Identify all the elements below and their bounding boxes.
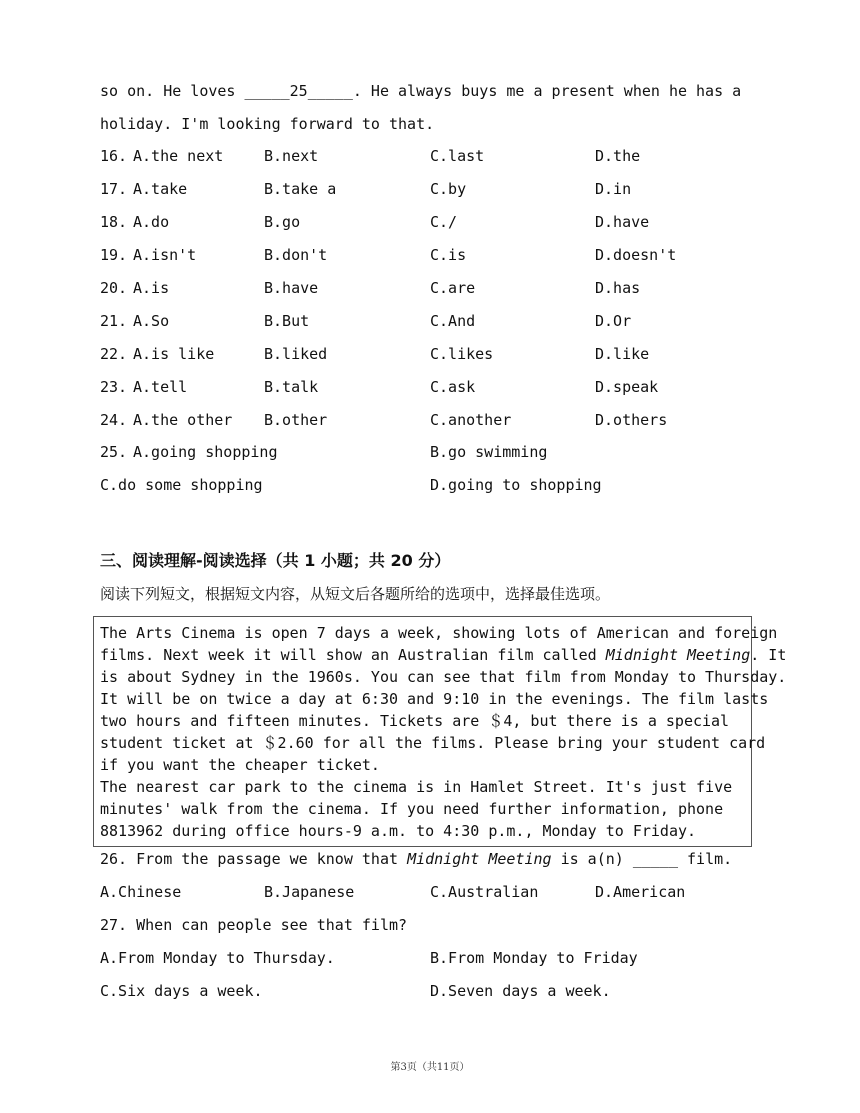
option-a: A.going shopping	[133, 443, 278, 461]
intro-line-1: so on. He loves _____25_____. He always buys me a present when he has a	[100, 82, 742, 100]
option-a: A.do	[133, 213, 170, 231]
option-d: D.going to shopping	[430, 476, 602, 494]
question-text: is a(n) _____ film.	[551, 850, 733, 868]
option-c: C.Australian	[430, 883, 539, 901]
passage-line: if you want the cheaper ticket.	[100, 756, 380, 774]
option-c: C.likes	[430, 345, 494, 363]
option-a: A.is like	[133, 345, 215, 363]
option-c: C./	[430, 213, 458, 231]
passage-line: is about Sydney in the 1960s. You can see that film from Monday to Thursday.	[100, 668, 787, 686]
option-b: B.have	[264, 279, 319, 297]
question-row	[100, 179, 740, 199]
reading-passage	[100, 622, 787, 842]
section-instruction: 阅读下列短文，根据短文内容，从短文后各题所给的选项中，选择最佳选项。	[100, 585, 611, 603]
question-number: 19.	[100, 246, 128, 264]
option-a: A.the next	[133, 147, 224, 165]
passage-line: 8813962 during office hours-9 a.m. to 4:30 p.m., Monday to Friday.	[100, 822, 697, 840]
question-25	[100, 442, 740, 462]
option-b: B.talk	[264, 378, 319, 396]
option-d: D.like	[595, 345, 650, 363]
option-b: B.go swimming	[430, 443, 548, 461]
option-c: C.another	[430, 411, 512, 429]
option-c: C.Six days a week.	[100, 982, 263, 1000]
passage-line: minutes' walk from the cinema. If you need further information, phone	[100, 800, 724, 818]
option-a: A.So	[133, 312, 170, 330]
option-b: B.liked	[264, 345, 328, 363]
option-d: D.in	[595, 180, 632, 198]
option-d: D.doesn't	[595, 246, 677, 264]
option-c: C.are	[430, 279, 476, 297]
option-d: D.speak	[595, 378, 659, 396]
option-c: C.ask	[430, 378, 476, 396]
option-b: B.go	[264, 213, 301, 231]
question-number: 24.	[100, 411, 128, 429]
passage-line: It will be on twice a day at 6:30 and 9:10 in the evenings. The film lasts	[100, 690, 769, 708]
question-number: 23.	[100, 378, 128, 396]
question-text: From the passage we know that	[127, 850, 408, 868]
film-title: Midnight Meeting	[605, 646, 751, 664]
option-a: A.Chinese	[100, 883, 182, 901]
question-27-options-ab	[100, 948, 740, 968]
intro-line-2: holiday. I'm looking forward to that.	[100, 115, 435, 133]
option-d: D.Or	[595, 312, 632, 330]
question-row	[100, 311, 740, 331]
option-b: B.From Monday to Friday	[430, 949, 638, 967]
question-number: 17.	[100, 180, 128, 198]
option-b: B.next	[264, 147, 319, 165]
passage-line	[100, 644, 787, 666]
question-number: 21.	[100, 312, 128, 330]
option-d: D.American	[595, 883, 686, 901]
question-number: 18.	[100, 213, 128, 231]
option-a: A.tell	[133, 378, 188, 396]
option-b: B.take a	[264, 180, 337, 198]
question-row	[100, 146, 740, 166]
option-a: A.take	[133, 180, 188, 198]
option-a: A.is	[133, 279, 170, 297]
question-26-stem	[100, 849, 732, 869]
question-row	[100, 344, 740, 364]
question-row	[100, 212, 740, 232]
option-c: C.is	[430, 246, 467, 264]
question-row	[100, 377, 740, 397]
option-d: D.others	[595, 411, 668, 429]
option-c: C.do some shopping	[100, 476, 263, 494]
option-d: D.Seven days a week.	[430, 982, 611, 1000]
option-d: D.has	[595, 279, 641, 297]
option-b: B.other	[264, 411, 328, 429]
question-26-options	[100, 882, 740, 902]
section-title: 三、阅读理解-阅读选择（共 1 小题；共 20 分）	[100, 551, 451, 570]
question-row	[100, 245, 740, 265]
question-27-stem: 27. When can people see that film?	[100, 916, 408, 934]
question-number: 22.	[100, 345, 128, 363]
passage-line: The Arts Cinema is open 7 days a week, showing lots of American and foreign	[100, 624, 778, 642]
passage-line: two hours and fifteen minutes. Tickets are ＄4, but there is a special	[100, 712, 730, 730]
passage-text: . It	[750, 646, 787, 664]
page-footer: 第3页（共11页）	[390, 1062, 470, 1073]
option-b: B.But	[264, 312, 310, 330]
question-number: 26.	[100, 850, 128, 868]
option-a: A.the other	[133, 411, 233, 429]
question-27-options-cd	[100, 981, 740, 1001]
film-title: Midnight Meeting	[407, 850, 552, 868]
option-c: C.by	[430, 180, 467, 198]
passage-line: student ticket at ＄2.60 for all the films. Please bring your student card	[100, 734, 766, 752]
question-number: 25.	[100, 443, 128, 461]
option-d: D.have	[595, 213, 650, 231]
option-b: B.don't	[264, 246, 328, 264]
option-a: A.isn't	[133, 246, 197, 264]
passage-line: The nearest car park to the cinema is in Hamlet Street. It's just five	[100, 778, 733, 796]
question-25-options-cd	[100, 475, 740, 495]
option-a: A.From Monday to Thursday.	[100, 949, 335, 967]
question-row	[100, 410, 740, 430]
option-b: B.Japanese	[264, 883, 355, 901]
question-number: 20.	[100, 279, 128, 297]
question-row	[100, 278, 740, 298]
passage-text: films. Next week it will show an Australian film called	[100, 646, 606, 664]
option-c: C.last	[430, 147, 485, 165]
option-d: D.the	[595, 147, 641, 165]
option-c: C.And	[430, 312, 476, 330]
question-number: 16.	[100, 147, 128, 165]
